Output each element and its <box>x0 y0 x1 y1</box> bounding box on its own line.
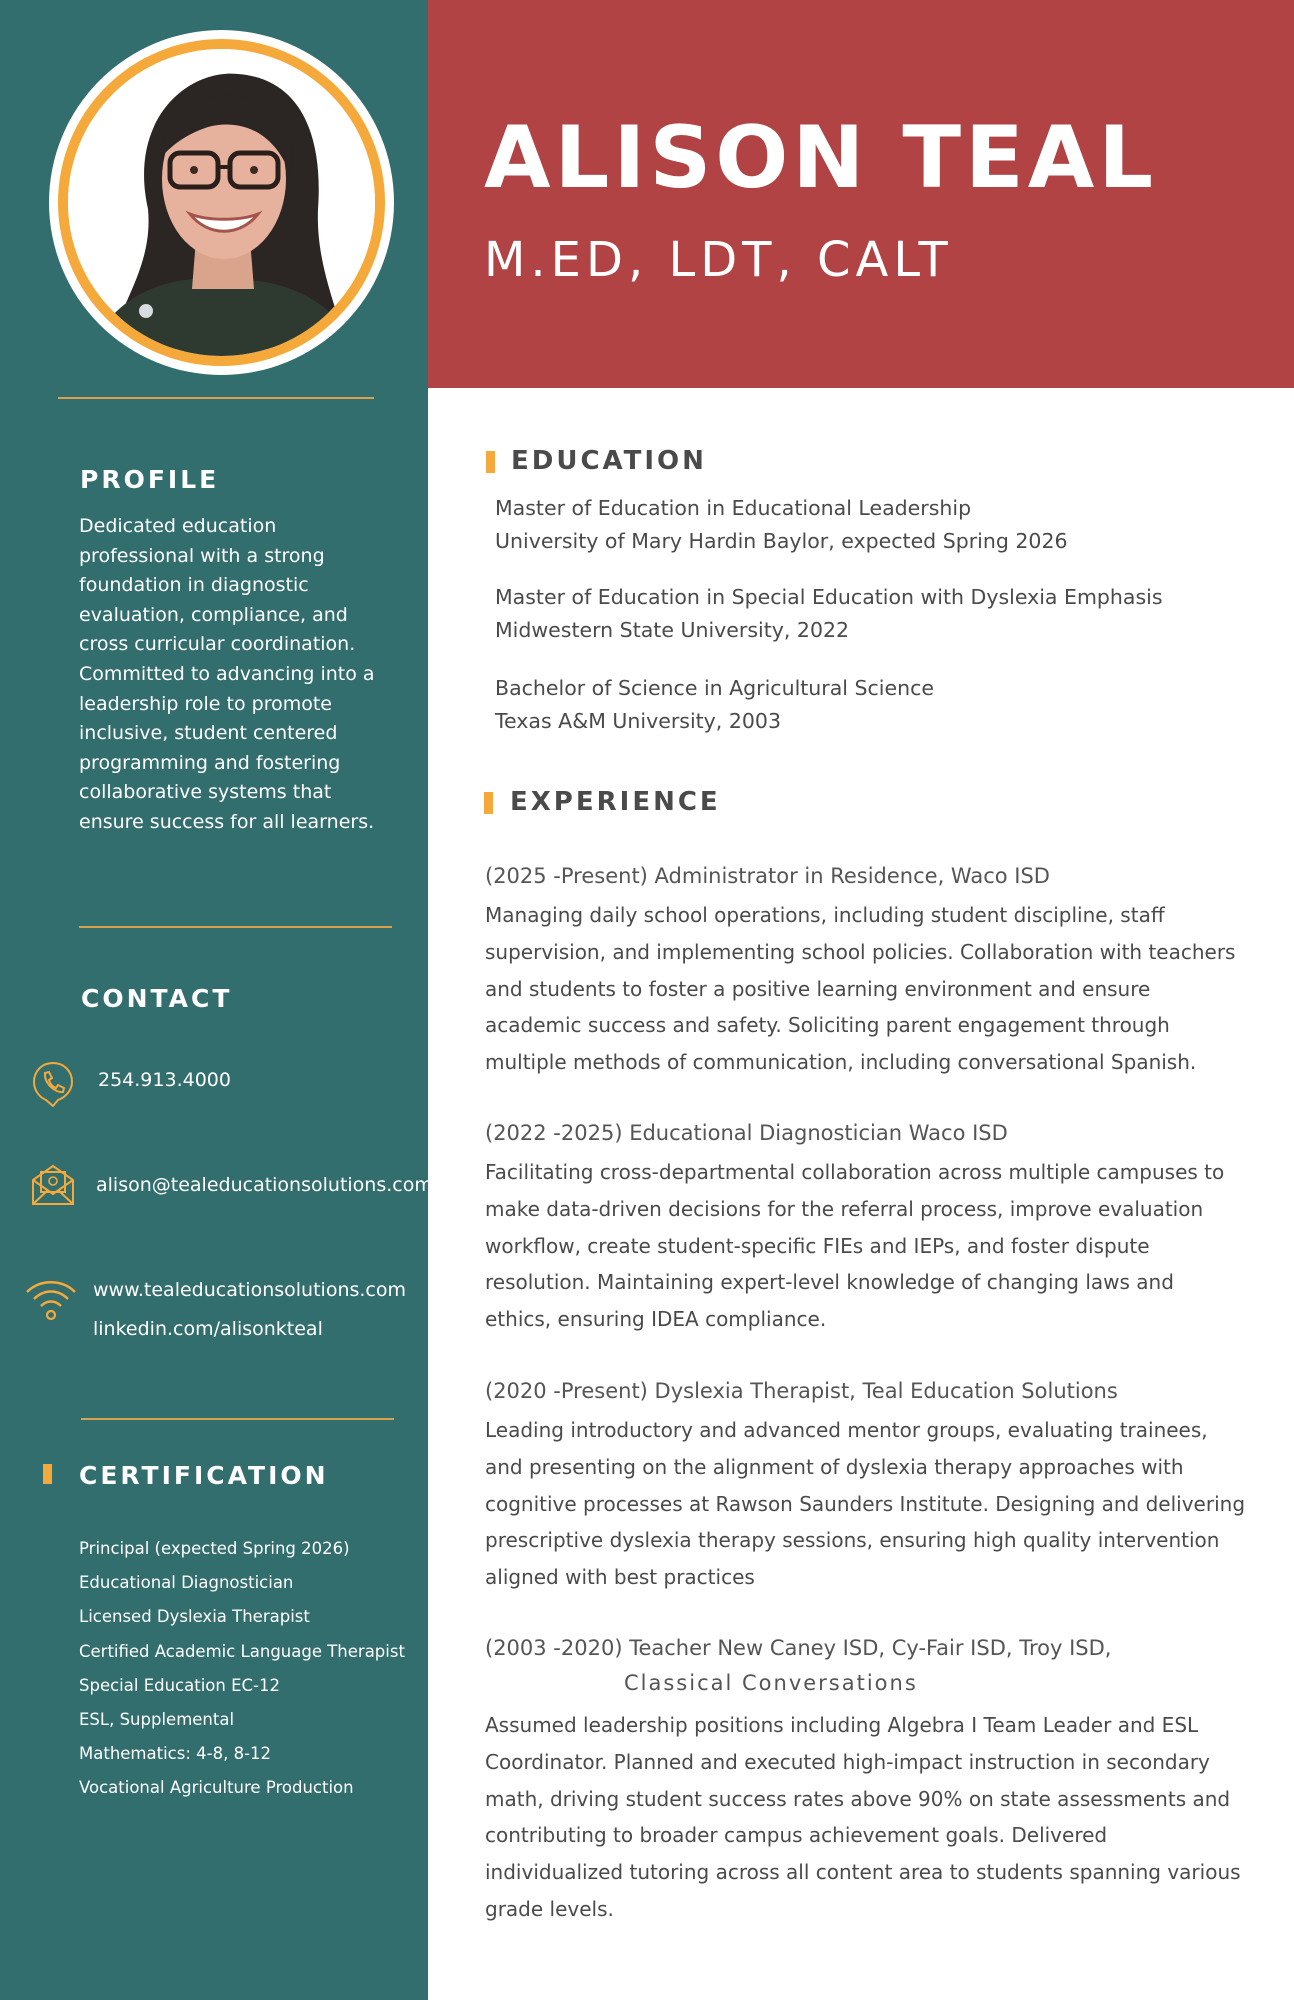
certification-item: Special Education EC-12 <box>79 1675 280 1695</box>
education-entry <box>495 672 934 738</box>
certification-item: Mathematics: 4-8, 8-12 <box>79 1744 272 1764</box>
phone-number[interactable]: 254.913.4000 <box>98 1069 231 1091</box>
website-link[interactable]: www.tealeducationsolutions.com <box>93 1279 407 1301</box>
email-icon <box>30 1163 76 1207</box>
job-description: Managing daily school operations, including student discipline, staff supervision, and implementing school policies. Collaboration with teachers and students to foster a positive learning environment and ensure academic success and safety. Soliciting parent engagement through multiple methods of communication, including conversational Spanish. <box>485 903 1236 1075</box>
certification-item: Vocational Agriculture Production <box>79 1778 354 1798</box>
job-title: (2025 -Present) Administrator in Residence, Waco ISD <box>485 864 1050 888</box>
contact-divider <box>81 1418 394 1420</box>
phone-icon <box>30 1060 76 1108</box>
job-description: Assumed leadership positions including Algebra I Team Leader and ESL Coordinator. Planned and executed high-impact instruction in secondary math, driving student success rates above 90% on state assessments and contributing to broader campus achievement goals. Delivered individualized tutoring across all content area to students spanning various grade levels. <box>485 1713 1241 1921</box>
certification-list <box>79 1532 405 1806</box>
certification-marker <box>43 1464 52 1484</box>
education-entry <box>495 492 1068 558</box>
wifi-icon <box>24 1278 78 1322</box>
certification-item: Licensed Dyslexia Therapist <box>79 1607 310 1627</box>
profile-heading: PROFILE <box>80 465 220 494</box>
job-description: Facilitating cross-departmental collaboration across multiple campuses to make data-driven decisions for the referral process, improve evaluation workflow, create student-specific FIEs and IEPs, and foster dispute resolution. Maintaining expert-level knowledge of changing laws and ethics, ensuring IDEA compliance. <box>485 1160 1225 1332</box>
education-degree: Bachelor of Science in Agricultural Science <box>495 676 934 700</box>
photo-divider <box>58 397 374 399</box>
contact-heading: CONTACT <box>81 984 233 1013</box>
job-title: (2022 -2025) Educational Diagnostician Waco ISD <box>485 1121 1008 1145</box>
job-description: Leading introductory and advanced mentor groups, evaluating trainees, and presenting on the alignment of dyslexia therapy approaches with cognitive processes at Rawson Saunders Institute. Designing and delivering prescriptive dyslexia therapy sessions, ensuring high quality intervention aligned with best practices <box>485 1418 1246 1590</box>
certification-item: ESL, Supplemental <box>79 1709 235 1729</box>
education-school: Texas A&M University, 2003 <box>495 709 782 733</box>
education-degree: Master of Education in Special Education with Dyslexia Emphasis <box>495 585 1163 609</box>
experience-marker <box>484 792 493 814</box>
linkedin-link[interactable]: linkedin.com/alisonkteal <box>93 1318 323 1340</box>
job-title: (2020 -Present) Dyslexia Therapist, Teal Education Solutions <box>485 1379 1118 1403</box>
certification-item: Educational Diagnostician <box>79 1573 294 1593</box>
name-header <box>428 0 1294 388</box>
education-school: Midwestern State University, 2022 <box>495 618 850 642</box>
education-degree: Master of Education in Educational Leadership <box>495 496 972 520</box>
education-entry <box>495 581 1163 647</box>
education-heading: EDUCATION <box>511 446 707 476</box>
profile-photo <box>68 49 375 356</box>
profile-divider <box>79 926 392 928</box>
certification-item: Certified Academic Language Therapist <box>79 1641 405 1661</box>
experience-heading: EXPERIENCE <box>510 787 721 817</box>
education-school: University of Mary Hardin Baylor, expected Spring 2026 <box>495 529 1068 553</box>
certification-heading: CERTIFICATION <box>79 1461 329 1490</box>
education-marker <box>486 451 495 473</box>
email-address[interactable]: alison@tealeducationsolutions.com <box>96 1174 433 1196</box>
job-title: (2003 -2020) Teacher New Caney ISD, Cy-Fair ISD, Troy ISD, <box>485 1636 1112 1660</box>
person-credentials: M.ED, LDT, CALT <box>484 232 953 288</box>
profile-text: Dedicated education professional with a strong foundation in diagnostic evaluation, compliance, and cross curricular coordination. Committed to advancing into a leadership role to promote inclusive, student centered programming and fostering collaborative systems that ensure success for all learners. <box>79 515 375 833</box>
portrait-illustration <box>68 49 375 356</box>
person-name: ALISON TEAL <box>484 108 1158 208</box>
certification-item: Principal (expected Spring 2026) <box>79 1539 350 1558</box>
job-title-continued: Classical Conversations <box>624 1671 918 1695</box>
sidebar <box>0 0 433 2000</box>
